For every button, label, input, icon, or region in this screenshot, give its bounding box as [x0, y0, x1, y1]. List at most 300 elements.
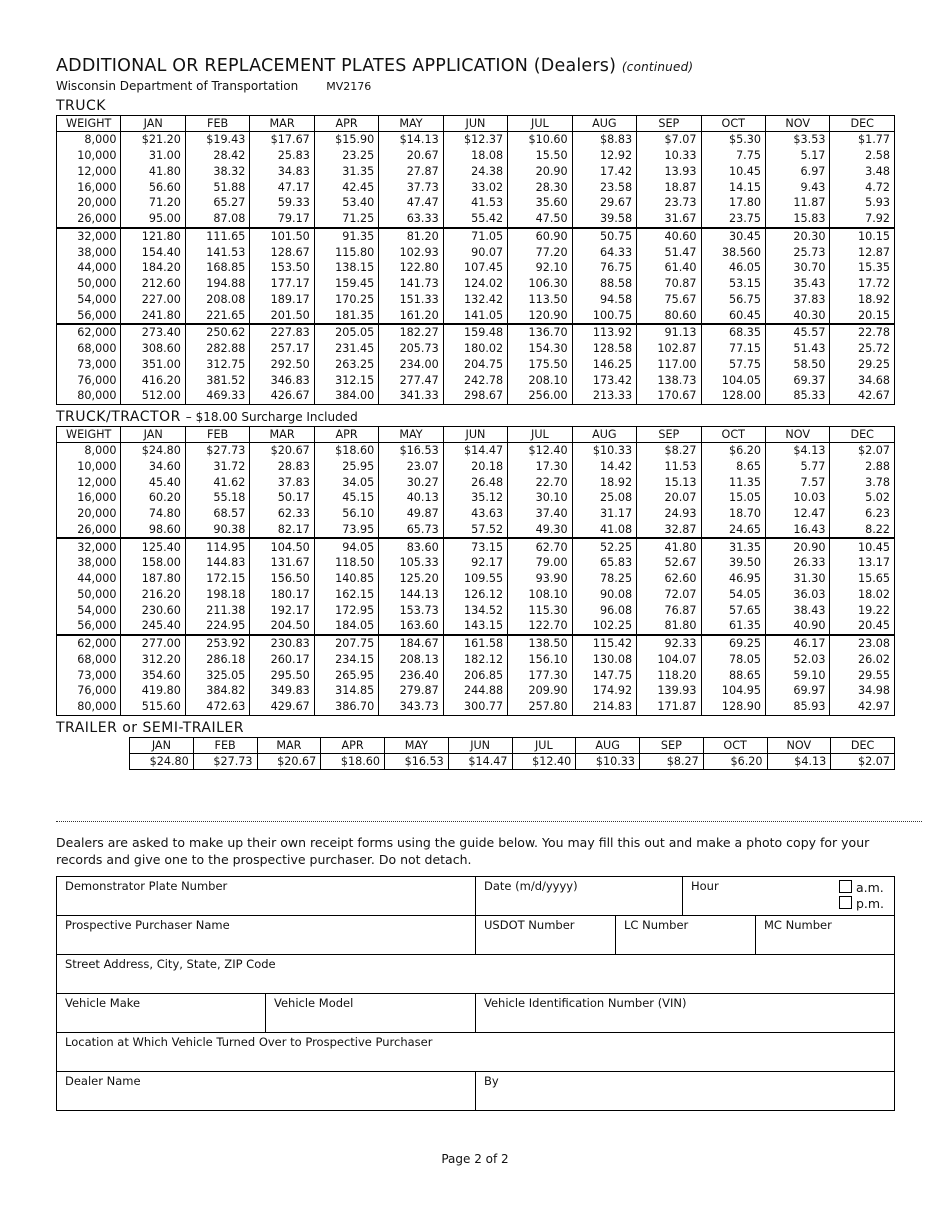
rate-cell: 245.40 [121, 618, 185, 635]
rate-cell: 147.75 [572, 667, 636, 683]
rate-cell: 163.60 [379, 618, 443, 635]
rate-cell: 156.10 [508, 652, 572, 668]
rate-cell: 88.58 [572, 276, 636, 292]
rate-cell: 60.45 [701, 307, 765, 324]
rate-cell: 77.20 [508, 244, 572, 260]
month-column-header: DEC [830, 116, 895, 132]
rate-cell: 257.17 [250, 341, 314, 357]
rate-cell: 95.00 [121, 211, 185, 228]
rate-cell: $19.43 [185, 132, 249, 148]
rate-cell: $27.73 [193, 753, 257, 769]
rate-cell: 107.45 [443, 260, 507, 276]
title-text: ADDITIONAL OR REPLACEMENT PLATES APPLICATION (Dealers) [56, 56, 617, 76]
rate-cell: 54.05 [701, 587, 765, 603]
rate-cell: 96.08 [572, 602, 636, 618]
rate-cell: 37.73 [379, 179, 443, 195]
rate-cell: 22.70 [508, 474, 572, 490]
rate-cell: 25.72 [830, 341, 895, 357]
weight-cell: 56,000 [57, 618, 121, 635]
rate-cell: 349.83 [250, 683, 314, 699]
rate-cell: 30.10 [508, 490, 572, 506]
rate-cell: 153.73 [379, 602, 443, 618]
rate-cell: 426.67 [250, 388, 314, 404]
rate-cell: 113.92 [572, 324, 636, 341]
rate-cell: 53.15 [701, 276, 765, 292]
rate-cell: 208.08 [185, 292, 249, 308]
rate-cell: 201.50 [250, 307, 314, 324]
rate-cell: 5.17 [765, 148, 829, 164]
truck-rate-table [56, 115, 895, 405]
rate-cell: 242.78 [443, 372, 507, 388]
rate-cell: 184.05 [314, 618, 378, 635]
rate-cell: 74.80 [121, 506, 185, 522]
rate-cell: 241.80 [121, 307, 185, 324]
month-column-header: APR [314, 426, 378, 442]
rate-cell: 28.30 [508, 179, 572, 195]
rate-cell: 76.87 [637, 602, 701, 618]
rate-cell: 175.50 [508, 357, 572, 373]
receipt-instructions: Dealers are asked to make up their own receipt forms using the guide below. You may fill this out and make a photo copy for your records and give one to the prospective purchaser. Do not detach. [56, 835, 870, 867]
rate-cell: 60.90 [508, 228, 572, 245]
rate-cell: 42.67 [830, 388, 895, 404]
month-column-header: FEB [185, 426, 249, 442]
vehicle-make-field[interactable]: Vehicle Make [57, 994, 266, 1032]
rate-cell: 26.02 [830, 652, 895, 668]
rate-cell: 346.83 [250, 372, 314, 388]
rate-cell: 71.25 [314, 211, 378, 228]
rate-cell: 69.37 [765, 372, 829, 388]
rate-cell: 32.87 [637, 522, 701, 539]
rate-cell: 204.50 [250, 618, 314, 635]
rate-cell: 56.10 [314, 506, 378, 522]
rate-cell: 11.53 [637, 459, 701, 475]
rate-cell: 37.83 [250, 474, 314, 490]
weight-cell: 26,000 [57, 211, 121, 228]
weight-cell: 56,000 [57, 307, 121, 324]
rate-cell: 4.72 [830, 179, 895, 195]
rate-cell: 20.15 [830, 307, 895, 324]
rate-cell: 172.95 [314, 602, 378, 618]
rate-cell: 34.98 [830, 683, 895, 699]
month-column-header: AUG [572, 426, 636, 442]
rate-cell: 125.20 [379, 571, 443, 587]
surcharge-note: – $18.00 Surcharge Included [185, 409, 358, 424]
rate-cell: 55.42 [443, 211, 507, 228]
month-column-header: JUL [512, 737, 576, 753]
rate-cell: 234.00 [379, 357, 443, 373]
tractor-title-text: TRUCK/TRACTOR [56, 408, 181, 425]
rate-cell: 70.87 [637, 276, 701, 292]
rate-cell: 15.65 [830, 571, 895, 587]
rate-cell: 14.42 [572, 459, 636, 475]
rate-cell: 10.03 [765, 490, 829, 506]
rate-cell: $18.60 [314, 442, 378, 458]
date-field[interactable]: Date (m/d/yyyy) [476, 877, 683, 915]
rate-cell: 114.95 [185, 538, 249, 555]
rate-cell: 136.70 [508, 324, 572, 341]
rate-row [57, 244, 895, 260]
pm-checkbox[interactable] [839, 896, 852, 909]
rate-cell: 72.07 [637, 587, 701, 603]
rate-cell: 236.40 [379, 667, 443, 683]
rate-row [57, 522, 895, 539]
rate-cell: 121.80 [121, 228, 185, 245]
rate-cell: 16.43 [765, 522, 829, 539]
rate-cell: $16.53 [379, 442, 443, 458]
purchaser-name-field[interactable]: Prospective Purchaser Name [57, 916, 476, 954]
rate-row [57, 699, 895, 715]
rate-cell: 64.33 [572, 244, 636, 260]
by-field[interactable]: By [484, 1074, 499, 1088]
weight-cell: 62,000 [57, 635, 121, 652]
rate-cell: 325.05 [185, 667, 249, 683]
rate-cell: 52.03 [765, 652, 829, 668]
rate-cell: 118.20 [637, 667, 701, 683]
rate-cell: 20.90 [508, 164, 572, 180]
rate-cell: 60.20 [121, 490, 185, 506]
rate-cell: 156.50 [250, 571, 314, 587]
rate-cell: 170.67 [637, 388, 701, 404]
rate-cell: $1.77 [830, 132, 895, 148]
rate-cell: 20.45 [830, 618, 895, 635]
rate-cell: $20.67 [257, 753, 321, 769]
rate-cell: 18.92 [572, 474, 636, 490]
rate-row [57, 571, 895, 587]
month-column-header: APR [321, 737, 385, 753]
rate-cell: 100.75 [572, 307, 636, 324]
hour-label: Hour [691, 879, 719, 893]
rate-cell: $21.20 [121, 132, 185, 148]
rate-cell: 92.10 [508, 260, 572, 276]
rate-cell: 170.25 [314, 292, 378, 308]
rate-row [57, 324, 895, 341]
am-option[interactable] [839, 880, 884, 896]
rate-cell: 130.08 [572, 652, 636, 668]
rate-row [57, 195, 895, 211]
rate-cell: 26.48 [443, 474, 507, 490]
form-subtitle [56, 79, 895, 94]
demo-plate-field[interactable]: Demonstrator Plate Number [57, 877, 476, 915]
rate-cell: 35.12 [443, 490, 507, 506]
rate-cell: $12.37 [443, 132, 507, 148]
rate-cell: 76.75 [572, 260, 636, 276]
rate-cell: 91.13 [637, 324, 701, 341]
weight-cell: 73,000 [57, 667, 121, 683]
rate-cell: 57.65 [701, 602, 765, 618]
rate-cell: 384.00 [314, 388, 378, 404]
rate-cell: 131.67 [250, 555, 314, 571]
rate-cell: 18.87 [637, 179, 701, 195]
rate-cell: 90.08 [572, 587, 636, 603]
rate-cell: 182.27 [379, 324, 443, 341]
weight-cell: 20,000 [57, 506, 121, 522]
rate-cell: 104.50 [250, 538, 314, 555]
rate-cell: 187.80 [121, 571, 185, 587]
rate-cell: 141.53 [185, 244, 249, 260]
rate-cell: $24.80 [121, 442, 185, 458]
rate-cell: 205.73 [379, 341, 443, 357]
rate-cell: 198.18 [185, 587, 249, 603]
rate-cell: 40.60 [637, 228, 701, 245]
month-column-header: JAN [130, 737, 194, 753]
rate-row [57, 307, 895, 324]
rate-cell: 69.25 [701, 635, 765, 652]
rate-cell: 341.33 [379, 388, 443, 404]
rate-cell: 23.08 [830, 635, 895, 652]
rate-row [57, 490, 895, 506]
rate-cell: 106.30 [508, 276, 572, 292]
rate-cell: 17.80 [701, 195, 765, 211]
rate-cell: 20.18 [443, 459, 507, 475]
rate-cell: 35.43 [765, 276, 829, 292]
rate-cell: 61.40 [637, 260, 701, 276]
rate-cell: 140.85 [314, 571, 378, 587]
rate-cell: 128.00 [701, 388, 765, 404]
rate-cell: 159.45 [314, 276, 378, 292]
rate-cell: 122.80 [379, 260, 443, 276]
rate-cell: 63.33 [379, 211, 443, 228]
hour-field[interactable] [683, 877, 894, 915]
rate-cell: 13.17 [830, 555, 895, 571]
rate-cell: 62.33 [250, 506, 314, 522]
rate-cell: 24.38 [443, 164, 507, 180]
rate-cell: 8.65 [701, 459, 765, 475]
rate-cell: 26.33 [765, 555, 829, 571]
weight-cell: 10,000 [57, 459, 121, 475]
rate-cell: 37.40 [508, 506, 572, 522]
address-field[interactable]: Street Address, City, State, ZIP Code [65, 957, 276, 971]
rate-cell: 51.47 [637, 244, 701, 260]
form-title [56, 55, 895, 78]
rate-cell: 146.25 [572, 357, 636, 373]
rate-cell: 12.47 [765, 506, 829, 522]
rate-cell: 18.08 [443, 148, 507, 164]
rate-cell: 279.87 [379, 683, 443, 699]
rate-cell: 59.33 [250, 195, 314, 211]
truck-section-title: TRUCK [56, 98, 106, 114]
rate-cell: 292.50 [250, 357, 314, 373]
rate-cell: 308.60 [121, 341, 185, 357]
month-column-header: FEB [193, 737, 257, 753]
rate-row [57, 683, 895, 699]
rate-cell: 29.55 [830, 667, 895, 683]
month-column-header: JUN [443, 426, 507, 442]
rate-cell: 177.30 [508, 667, 572, 683]
month-column-header: FEB [185, 116, 249, 132]
rate-cell: 138.15 [314, 260, 378, 276]
rate-cell: 2.88 [830, 459, 895, 475]
rate-cell: 83.60 [379, 538, 443, 555]
rate-cell: 5.02 [830, 490, 895, 506]
rate-cell: 171.87 [637, 699, 701, 715]
rate-cell: 206.85 [443, 667, 507, 683]
rate-cell: 205.05 [314, 324, 378, 341]
rate-cell: 68.57 [185, 506, 249, 522]
rate-cell: 13.93 [637, 164, 701, 180]
rate-cell: 138.73 [637, 372, 701, 388]
rate-cell: 260.17 [250, 652, 314, 668]
rate-cell: 209.90 [508, 683, 572, 699]
rate-cell: 257.80 [508, 699, 572, 715]
weight-cell: 8,000 [57, 132, 121, 148]
location-field[interactable]: Location at Which Vehicle Turned Over to Prospective Purchaser [65, 1035, 433, 1049]
rate-cell: 40.90 [765, 618, 829, 635]
rate-cell: 94.58 [572, 292, 636, 308]
rate-cell: 113.50 [508, 292, 572, 308]
weight-cell: 38,000 [57, 555, 121, 571]
rate-cell: 11.35 [701, 474, 765, 490]
pm-option[interactable] [839, 896, 884, 912]
rate-cell: 143.15 [443, 618, 507, 635]
rate-cell: $6.20 [701, 442, 765, 458]
am-checkbox[interactable] [839, 880, 852, 893]
mc-field[interactable]: MC Number [764, 918, 832, 932]
rate-cell: 24.93 [637, 506, 701, 522]
rate-cell: 194.88 [185, 276, 249, 292]
rate-cell: 343.73 [379, 699, 443, 715]
rate-row [57, 587, 895, 603]
rate-cell: 154.30 [508, 341, 572, 357]
rate-cell: 158.00 [121, 555, 185, 571]
rate-cell: 227.83 [250, 324, 314, 341]
rate-cell: 181.35 [314, 307, 378, 324]
rate-cell: 3.48 [830, 164, 895, 180]
rate-cell: 55.18 [185, 490, 249, 506]
rate-cell: 182.12 [443, 652, 507, 668]
weight-cell: 50,000 [57, 276, 121, 292]
rate-cell: 61.35 [701, 618, 765, 635]
rate-cell: 56.60 [121, 179, 185, 195]
month-column-header: JUN [448, 737, 512, 753]
month-column-header: SEP [640, 737, 704, 753]
rate-cell: 52.67 [637, 555, 701, 571]
rate-cell: 298.67 [443, 388, 507, 404]
rate-cell: 85.33 [765, 388, 829, 404]
rate-cell: 47.50 [508, 211, 572, 228]
rate-cell: 71.05 [443, 228, 507, 245]
usdot-field[interactable]: USDOT Number [476, 916, 616, 954]
rate-cell: 81.80 [637, 618, 701, 635]
weight-cell: 80,000 [57, 388, 121, 404]
rate-cell: 216.20 [121, 587, 185, 603]
rate-cell: 128.90 [701, 699, 765, 715]
rate-cell: $17.67 [250, 132, 314, 148]
vehicle-model-field[interactable]: Vehicle Model [266, 994, 476, 1032]
rate-row [57, 506, 895, 522]
month-column-header: MAY [379, 426, 443, 442]
rate-cell: 30.70 [765, 260, 829, 276]
rate-cell: 139.93 [637, 683, 701, 699]
rate-cell: 17.42 [572, 164, 636, 180]
rate-cell: 57.52 [443, 522, 507, 539]
month-column-header: OCT [701, 116, 765, 132]
rate-cell: $18.60 [321, 753, 385, 769]
rate-cell: 214.83 [572, 699, 636, 715]
rate-cell: 20.07 [637, 490, 701, 506]
rate-cell: 141.05 [443, 307, 507, 324]
rate-cell: 93.90 [508, 571, 572, 587]
month-column-header: JUL [508, 426, 572, 442]
rate-cell: 65.73 [379, 522, 443, 539]
month-column-header: AUG [572, 116, 636, 132]
rate-cell: 34.83 [250, 164, 314, 180]
rate-cell: 39.50 [701, 555, 765, 571]
rate-cell: 29.67 [572, 195, 636, 211]
rate-cell: 162.15 [314, 587, 378, 603]
rate-cell: 174.92 [572, 683, 636, 699]
rate-cell: 212.60 [121, 276, 185, 292]
tractor-rate-table [56, 426, 895, 716]
rate-cell: 41.80 [637, 538, 701, 555]
rate-cell: 312.20 [121, 652, 185, 668]
rate-cell: 8.22 [830, 522, 895, 539]
rate-cell: 469.33 [185, 388, 249, 404]
rate-cell: 10.15 [830, 228, 895, 245]
rate-cell: 125.40 [121, 538, 185, 555]
rate-cell: 15.13 [637, 474, 701, 490]
rate-cell: 244.88 [443, 683, 507, 699]
rate-cell: 31.35 [701, 538, 765, 555]
rate-cell: $4.13 [767, 753, 831, 769]
month-column-header: MAY [385, 737, 449, 753]
vin-field[interactable]: Vehicle Identification Number (VIN) [484, 996, 687, 1010]
rate-cell: 47.47 [379, 195, 443, 211]
rate-row [57, 292, 895, 308]
rate-cell: 42.45 [314, 179, 378, 195]
dealer-name-field[interactable]: Dealer Name [57, 1072, 476, 1110]
rate-row [57, 459, 895, 475]
pm-label: p.m. [855, 896, 884, 911]
rate-cell: 82.17 [250, 522, 314, 539]
rate-cell: 108.10 [508, 587, 572, 603]
rate-cell: 118.50 [314, 555, 378, 571]
rate-cell: $12.40 [508, 442, 572, 458]
rate-cell: 87.08 [185, 211, 249, 228]
month-column-header: OCT [703, 737, 767, 753]
rate-cell: 41.53 [443, 195, 507, 211]
weight-cell: 62,000 [57, 324, 121, 341]
rate-cell: $10.33 [576, 753, 640, 769]
rate-cell: 50.75 [572, 228, 636, 245]
rate-cell: 10.33 [637, 148, 701, 164]
weight-cell: 16,000 [57, 179, 121, 195]
rate-cell: 115.42 [572, 635, 636, 652]
rate-cell: $12.40 [512, 753, 576, 769]
rate-cell: 102.25 [572, 618, 636, 635]
rate-cell: 124.02 [443, 276, 507, 292]
month-column-header: NOV [767, 737, 831, 753]
rate-cell: 227.00 [121, 292, 185, 308]
month-column-header: MAR [257, 737, 321, 753]
rate-cell: $16.53 [385, 753, 449, 769]
month-column-header: MAR [250, 116, 314, 132]
rate-row [57, 538, 895, 555]
rate-cell: 46.17 [765, 635, 829, 652]
rate-cell: 250.62 [185, 324, 249, 341]
rate-cell: $8.27 [637, 442, 701, 458]
rate-cell: 273.40 [121, 324, 185, 341]
lc-field[interactable]: LC Number [616, 916, 756, 954]
rate-cell: 10.45 [830, 538, 895, 555]
month-column-header: DEC [830, 426, 895, 442]
weight-cell: 76,000 [57, 372, 121, 388]
rate-cell: 126.12 [443, 587, 507, 603]
rate-cell: 132.42 [443, 292, 507, 308]
rate-cell: 23.73 [637, 195, 701, 211]
rate-cell: 221.65 [185, 307, 249, 324]
rate-cell: 91.35 [314, 228, 378, 245]
rate-cell: 31.35 [314, 164, 378, 180]
